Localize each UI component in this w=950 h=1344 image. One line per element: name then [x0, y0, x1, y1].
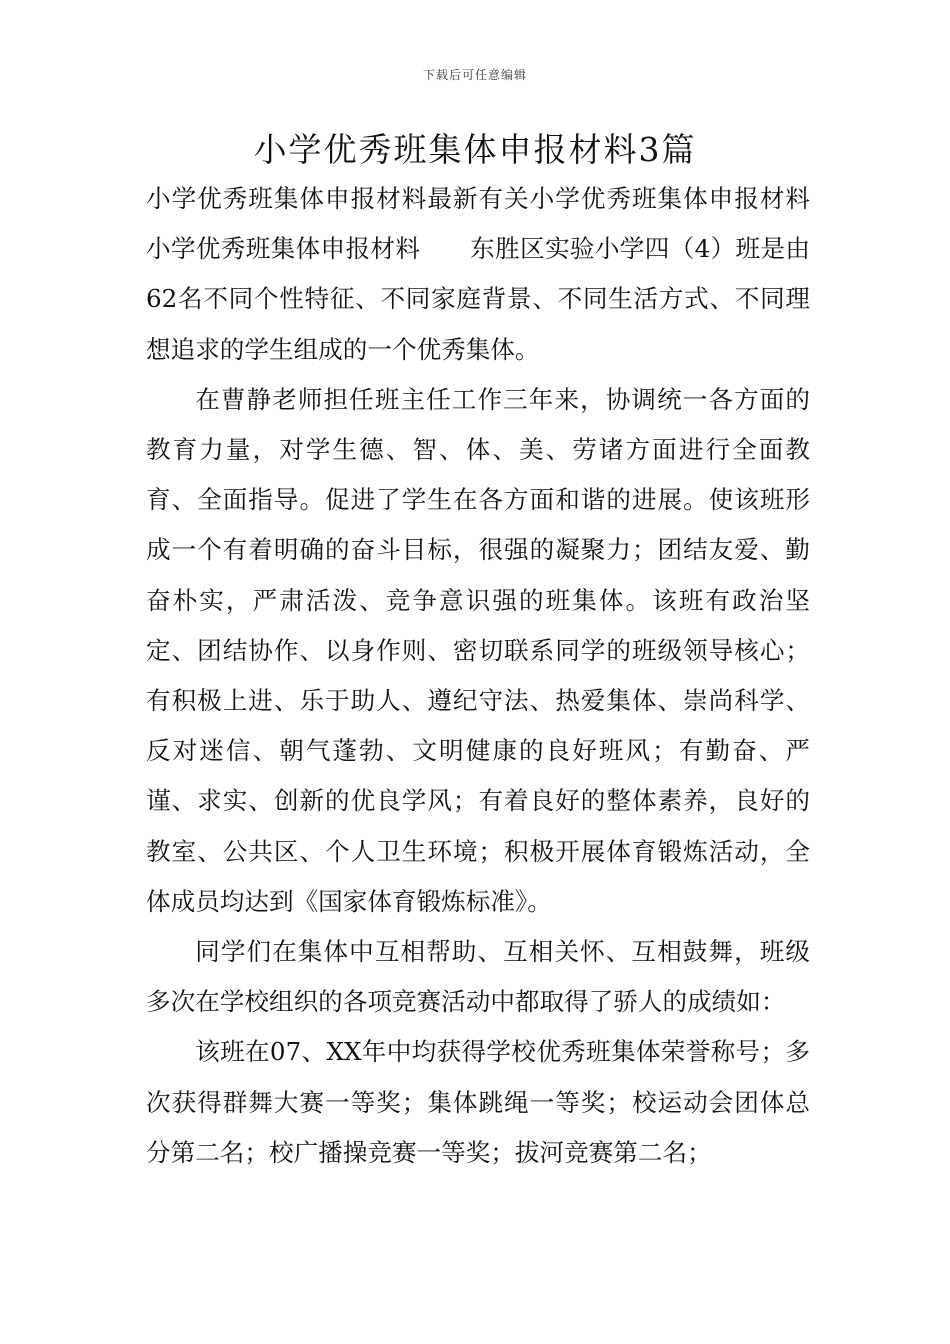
header-note: 下载后可任意编辑	[422, 68, 527, 82]
paragraph-achievements-intro: 同学们在集体中互相帮助、互相关怀、互相鼓舞，班级多次在学校组织的各项竞赛活动中都取得了骄人的成绩如：	[146, 937, 810, 1017]
document-body	[146, 174, 810, 1178]
paragraph-awards: 该班在07、XX年中均获得学校优秀班集体荣誉称号；多次获得群舞大赛一等奖；集体跳绳一等奖；校运动会团体总分第二名；校广播操竞赛一等奖；拔河竞赛第二名；	[146, 1037, 810, 1167]
document-title: 小学优秀班集体申报材料3篇	[253, 130, 697, 169]
paragraph-intro: 小学优秀班集体申报材料最新有关小学优秀班集体申报材料小学优秀班集体申报材料 东胜区实验小学四（4）班是由62名不同个性特征、不同家庭背景、不同生活方式、不同理想追求的学生组成的一个优秀集体。	[146, 184, 810, 364]
paragraph-teacher-work: 在曹静老师担任班主任工作三年来，协调统一各方面的教育力量，对学生德、智、体、美、劳诸方面进行全面教育、全面指导。促进了学生在各方面和谐的进展。使该班形成一个有着明确的奋斗目标，很强的凝聚力；团结友爱、勤奋朴实，严肃活泼、竞争意识强的班集体。该班有政治坚定、团结协作、以身作则、密切联系同学的班级领导核心；有积极上进、乐于助人、遵纪守法、热爱集体、崇尚科学、反对迷信、朝气蓬勃、文明健康的良好班风；有勤奋、严谨、求实、创新的优良学风；有着良好的整体素养，良好的教室、公共区、个人卫生环境；积极开展体育锻炼活动，全体成员均达到《国家体育锻炼标准》。	[146, 384, 810, 916]
